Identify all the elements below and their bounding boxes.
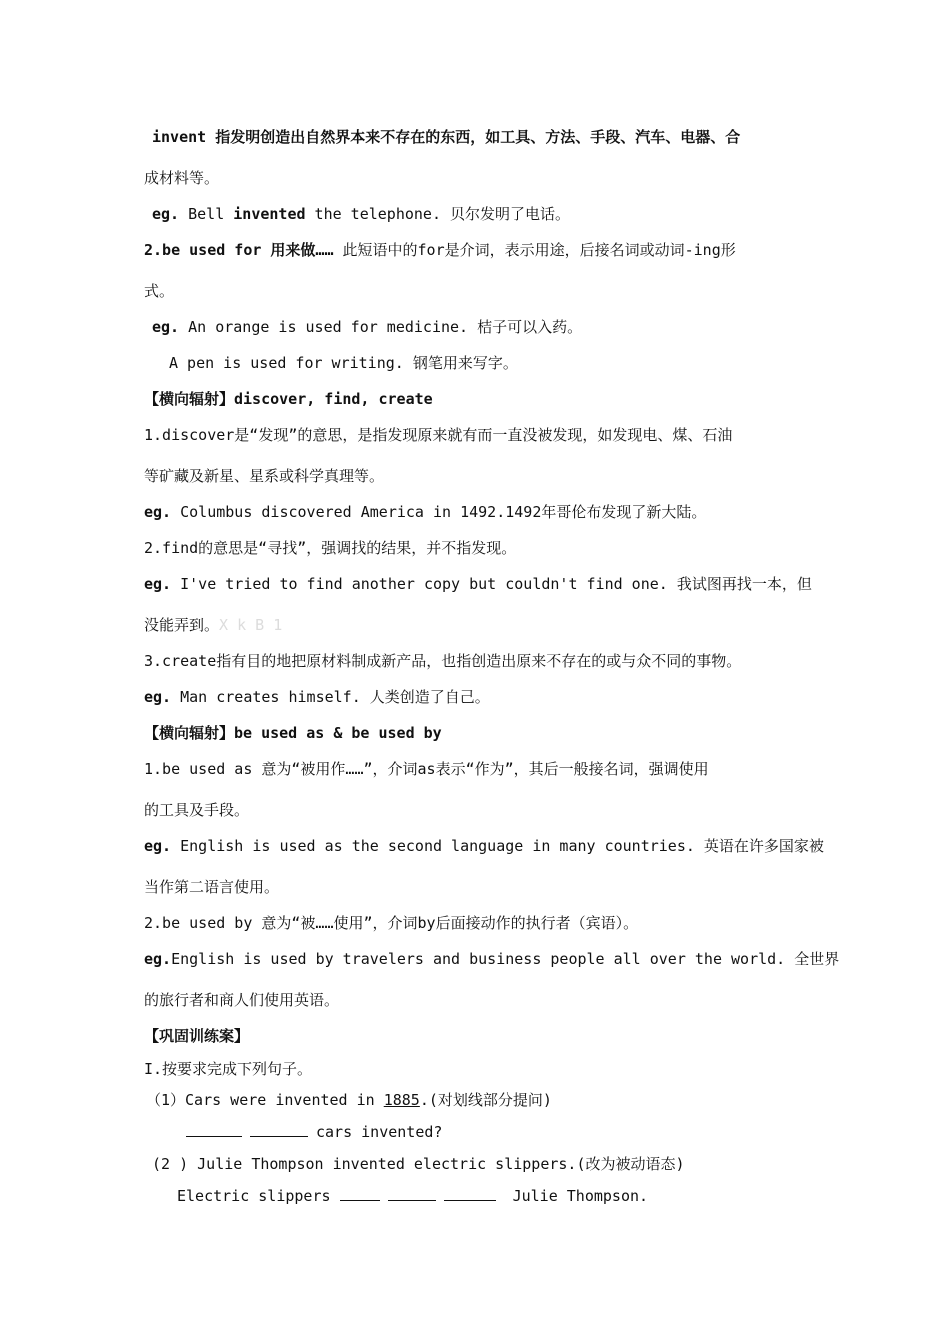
watermark: X k B 1 — [219, 616, 283, 634]
eg-label: eg. — [152, 205, 180, 223]
text: Bell — [179, 205, 234, 223]
exercise-item — [146, 1090, 552, 1110]
text: Columbus discovered America in 1492.1492年哥伦布发现了新大陆。 — [171, 503, 707, 521]
text: Electric slippers — [177, 1187, 331, 1205]
example-line — [144, 502, 706, 522]
text: .(对划线部分提问) — [419, 1091, 552, 1109]
text: I've tried to find another copy but couldn't find one. 我试图再找一本，但 — [171, 575, 812, 593]
eg-label: eg. — [144, 503, 172, 521]
eg-label: eg. — [144, 837, 172, 855]
answer-blank[interactable] — [250, 1122, 308, 1137]
text: 没能弄到。 — [144, 616, 220, 634]
text-line: 1.be used as 意为“被用作……”，介词as表示“作为”，其后一般接名词，强调使用 — [144, 760, 709, 778]
eg-label: eg. — [144, 688, 172, 706]
text-line: I.按要求完成下列句子。 — [144, 1060, 313, 1078]
example-line — [152, 317, 582, 337]
text: the telephone. 贝尔发明了电话。 — [305, 205, 571, 223]
answer-blank[interactable] — [388, 1186, 436, 1201]
text: Julie Thompson. — [512, 1187, 649, 1205]
text: 此短语中的for是介词，表示用途，后接名词或动词-ing形 — [333, 241, 736, 259]
text: English is used as the second language in many countries. 英语在许多国家被 — [171, 837, 824, 855]
text: Man creates himself. 人类创造了自己。 — [171, 688, 490, 706]
text-line: 3.create指有目的地把原材料制成新产品，也指创造出原来不存在的或与众不同的事物。 — [144, 652, 742, 670]
text-line: 等矿藏及新星、星系或科学真理等。 — [144, 467, 385, 485]
text-line: 成材料等。 — [144, 169, 220, 187]
text-line — [144, 615, 282, 635]
text-line: 式。 — [144, 282, 175, 300]
text-line — [152, 127, 740, 147]
section-heading: 【横向辐射】be used as & be used by — [144, 724, 442, 742]
answer-blank[interactable] — [186, 1122, 242, 1137]
exercise-answer-line — [186, 1122, 442, 1142]
text-line: 2.find的意思是“寻找”，强调找的结果，并不指发现。 — [144, 539, 517, 557]
section-heading: 【横向辐射】discover, find, create — [144, 390, 433, 408]
answer-blank[interactable] — [340, 1186, 380, 1201]
text: cars invented? — [316, 1123, 443, 1141]
text-line: 当作第二语言使用。 — [144, 878, 280, 896]
text: English is used by travelers and business people all over the world. 全世界 — [171, 950, 840, 968]
eg-label: eg. — [144, 575, 172, 593]
exercise-item: (2 ) Julie Thompson invented electric slippers.(改为被动语态) — [152, 1155, 685, 1173]
eg-label: eg. — [152, 318, 180, 336]
text: （1）Cars were invented in — [146, 1091, 384, 1109]
example-line — [144, 574, 812, 594]
example-line — [152, 204, 570, 224]
section-heading: 【巩固训练案】 — [144, 1027, 250, 1045]
underlined-text: 1885 — [383, 1091, 420, 1109]
example-line — [144, 687, 490, 707]
keyword: invented — [233, 205, 306, 223]
example-line — [144, 836, 824, 856]
example-line — [144, 949, 839, 969]
heading-line — [144, 240, 736, 260]
example-line: A pen is used for writing. 钢笔用来写字。 — [169, 354, 518, 372]
text-line: 2.be used by 意为“被……使用”，介词by后面接动作的执行者（宾语）。 — [144, 914, 639, 932]
text: An orange is used for medicine. 桔子可以入药。 — [179, 318, 583, 336]
exercise-answer-line — [177, 1186, 648, 1206]
eg-label: eg. — [144, 950, 172, 968]
phrase-heading: 2.be used for 用来做…… — [144, 241, 334, 259]
answer-blank[interactable] — [444, 1186, 496, 1201]
text-line: 1.discover是“发现”的意思，是指发现原来就有而一直没被发现，如发现电、煤、石油 — [144, 426, 733, 444]
text-line: 的旅行者和商人们使用英语。 — [144, 991, 340, 1009]
keyword: invent 指发明创造出自然界本来不存在的东西，如工具、方法、手段、汽车、电器、合 — [152, 128, 741, 146]
text-line: 的工具及手段。 — [144, 801, 250, 819]
